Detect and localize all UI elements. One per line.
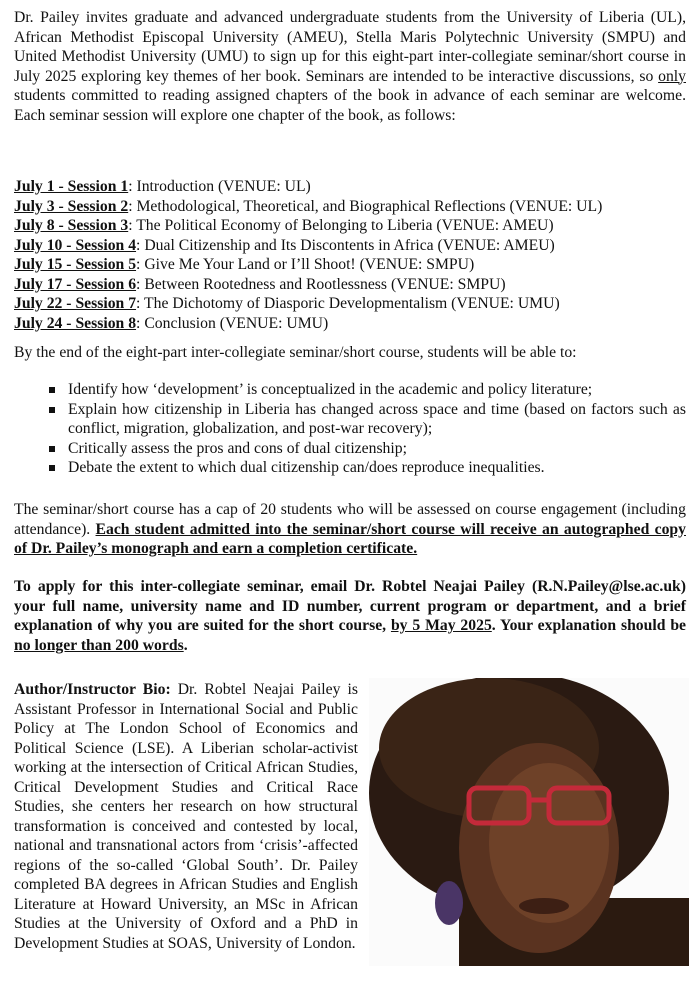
bio-paragraph xyxy=(14,680,358,953)
outcome-item: Debate the extent to which dual citizenship can/does reproduce inequalities. xyxy=(68,458,686,478)
session-item xyxy=(14,236,686,256)
session-item xyxy=(14,197,686,217)
session-item xyxy=(14,177,686,197)
session-item xyxy=(14,275,686,295)
portrait-illustration xyxy=(369,678,689,966)
intro-emphasis: only xyxy=(658,67,686,85)
apply-paragraph xyxy=(14,577,686,655)
session-label: July 1 - Session 1 xyxy=(14,178,129,195)
bio-text: Dr. Robtel Neajai Pailey is Assistant Professor in International Social and Public Policy at The London School of Economics and Political Science (LSE). A Liberian scholar-activist working at the intersection of Critical African Studies, Critical Development Studies and Critical Race Studies, she centers her research on how structural transformation is conceived and contested by local, national and transnational actors from ‘crisis’-affected regions of the so-called ‘Global South’. Dr. Pailey completed BA degrees in African Studies and English Literature at Howard University, an MSc in African Studies at the University of Oxford and a PhD in Development Studies at SOAS, University of London. xyxy=(14,681,358,952)
outcome-item: Identify how ‘development’ is conceptualized in the academic and policy literature; xyxy=(68,380,686,400)
author-photo xyxy=(369,678,689,966)
outcomes-list xyxy=(14,380,686,478)
outcomes-intro: By the end of the eight-part inter-collegiate seminar/short course, students will be able to: xyxy=(14,344,577,361)
intro-text-end: students committed to reading assigned chapters of the book in advance of each seminar are welcome. Each seminar session will explore one chapter of the book, as follows: xyxy=(14,87,686,124)
intro-text: Dr. Pailey invites graduate and advanced undergraduate students from the University of Liberia (UL), African Methodist Episcopal University (AMEU), Stella Maris Polytechnic University (SMPU) and United Methodist University (UMU) to sign up for this eight-part inter-collegiate seminar/short course in July 2025 exploring key themes of her book. Seminars are intended to be interactive discussions, so xyxy=(14,9,686,85)
word-limit: no longer than 200 words xyxy=(14,636,184,654)
session-label: July 17 - Session 6 xyxy=(14,275,137,293)
intro-paragraph xyxy=(14,8,686,125)
session-item xyxy=(14,314,686,334)
apply-deadline: by 5 May 2025 xyxy=(390,617,492,634)
cap-text: The seminar/short course has a cap of 20 students who will be assessed on course engagement (including attendance). xyxy=(14,501,686,538)
outcome-item: Critically assess the pros and cons of dual citizenship; xyxy=(68,439,686,459)
session-title: : Give Me Your Land or I’ll Shoot! (VENUE: SMPU) xyxy=(136,256,475,273)
session-title: : The Political Economy of Belonging to Liberia (VENUE: AMEU) xyxy=(128,217,554,234)
session-item xyxy=(14,216,686,236)
session-label: July 8 - Session 3 xyxy=(14,217,129,234)
session-item xyxy=(14,294,686,314)
apply-text: To apply for this inter-collegiate seminar, email Dr. Robtel Neajai Pailey (R.N.Pailey@lse.ac.uk) your full name, university name and ID number, current program or department, and a brief explanation of why you are suited for the short course, xyxy=(14,578,686,634)
session-title: : The Dichotomy of Diasporic Developmentalism (VENUE: UMU) xyxy=(136,295,560,312)
apply-text-end: . xyxy=(183,636,188,654)
session-title: : Dual Citizenship and Its Discontents in Africa (VENUE: AMEU) xyxy=(136,236,555,254)
session-list xyxy=(14,177,686,333)
cap-emphasis: Each student admitted into the seminar/short course will receive an autographed copy of Dr. Pailey’s monograph and earn a completion certificate. xyxy=(14,520,686,557)
cap-paragraph xyxy=(14,500,686,559)
session-label: July 10 - Session 4 xyxy=(14,236,137,254)
session-label: July 15 - Session 5 xyxy=(14,256,137,273)
session-title: : Methodological, Theoretical, and Biographical Reflections (VENUE: UL) xyxy=(128,197,603,215)
outcome-item: Explain how citizenship in Liberia has changed across space and time (based on factors such as conflict, migration, globalization, and post-war recovery); xyxy=(68,400,686,437)
session-label: July 22 - Session 7 xyxy=(14,295,137,312)
session-title: : Between Rootedness and Rootlessness (VENUE: SMPU) xyxy=(136,275,506,293)
apply-text-mid: . Your explanation should be xyxy=(491,617,687,634)
session-label: July 24 - Session 8 xyxy=(14,314,137,332)
session-item xyxy=(14,255,686,275)
session-title: : Conclusion (VENUE: UMU) xyxy=(136,314,329,332)
bio-heading: Author/Instructor Bio: xyxy=(14,681,171,698)
session-label: July 3 - Session 2 xyxy=(14,197,129,215)
session-title: : Introduction (VENUE: UL) xyxy=(128,178,311,195)
